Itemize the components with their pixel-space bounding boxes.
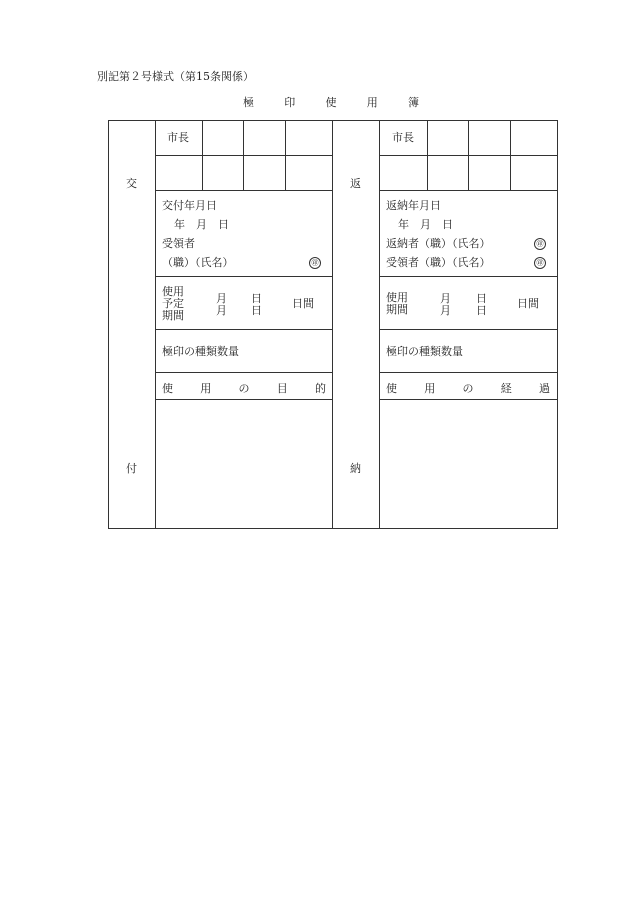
delivery-period-label — [162, 286, 184, 322]
delivery-seal-types-label: 極印の種類数量 — [162, 345, 239, 358]
title-char: 極 — [243, 96, 254, 109]
period-unit: 月 — [216, 304, 227, 317]
progress-char: 使 — [386, 382, 397, 395]
period-unit: 日 — [251, 304, 262, 317]
title-char: 使 — [325, 96, 337, 109]
period-label-line: 期間 — [162, 309, 184, 322]
delivery-approval-label: 市長 — [167, 131, 189, 144]
table-border-top — [108, 120, 558, 121]
row-divider — [379, 329, 558, 330]
page-title — [243, 94, 419, 110]
return-period-label — [386, 292, 408, 316]
row-divider — [379, 372, 558, 373]
delivery-side-label: 交 — [126, 177, 137, 190]
period-unit: 月 — [440, 292, 451, 305]
seal-mark-icon: ㊞ — [534, 238, 546, 250]
return-receiver-line: 受領者（職）（氏名） — [386, 256, 491, 269]
period-label-line: 使用 — [162, 285, 184, 298]
row-divider — [379, 399, 558, 400]
return-approval-label: 市長 — [392, 131, 414, 144]
approval-divider — [468, 120, 469, 191]
seal-mark-icon: ㊞ — [534, 257, 546, 269]
approval-divider — [427, 120, 428, 191]
period-label-line: 使用 — [386, 291, 408, 304]
progress-char: 経 — [500, 382, 512, 395]
title-char: 簿 — [408, 96, 419, 109]
progress-char: の — [462, 382, 474, 395]
delivery-date-value: 年 月 日 — [174, 218, 229, 231]
delivery-purpose-header — [162, 380, 326, 396]
purpose-char: の — [238, 382, 250, 395]
row-divider — [155, 155, 333, 156]
row-divider — [155, 372, 333, 373]
period-unit: 月 — [216, 292, 227, 305]
period-unit: 月 — [440, 304, 451, 317]
seal-mark-icon: ㊞ — [309, 257, 321, 269]
period-label-line: 予定 — [162, 297, 184, 310]
purpose-char: 使 — [162, 382, 173, 395]
approval-divider — [510, 120, 511, 191]
period-days-label: 日間 — [517, 297, 539, 310]
delivery-date-label: 交付年月日 — [162, 199, 217, 212]
progress-char: 用 — [424, 382, 436, 395]
column-divider — [332, 120, 333, 529]
delivery-receiver-line: （職）（氏名） — [162, 256, 234, 269]
purpose-char: 的 — [315, 382, 326, 395]
column-divider — [379, 120, 380, 529]
title-char: 印 — [284, 96, 296, 109]
table-border-bottom — [108, 528, 558, 529]
progress-char: 過 — [539, 382, 550, 395]
approval-divider — [285, 120, 286, 191]
column-divider — [155, 120, 156, 529]
delivery-side-label: 付 — [126, 462, 137, 475]
return-seal-types-label: 極印の種類数量 — [386, 345, 463, 358]
return-returner-line: 返納者（職）（氏名） — [386, 237, 491, 250]
return-side-label: 納 — [350, 462, 361, 475]
period-days-label: 日間 — [292, 297, 314, 310]
form-number: 別記第２号様式（第15条関係） — [97, 70, 254, 83]
return-date-label: 返納年月日 — [386, 199, 441, 212]
purpose-char: 目 — [276, 382, 288, 395]
title-char: 用 — [366, 96, 378, 109]
row-divider — [155, 329, 333, 330]
row-divider — [155, 276, 333, 277]
delivery-receiver-label: 受領者 — [162, 237, 195, 250]
period-unit: 日 — [476, 304, 487, 317]
purpose-char: 用 — [200, 382, 212, 395]
row-divider — [379, 276, 558, 277]
table-border-left — [108, 120, 109, 529]
row-divider — [155, 399, 333, 400]
return-progress-header — [386, 380, 550, 396]
period-unit: 日 — [251, 292, 262, 305]
table-border-right — [557, 120, 558, 529]
return-date-value: 年 月 日 — [398, 218, 453, 231]
approval-divider — [202, 120, 203, 191]
row-divider — [155, 190, 333, 191]
return-side-label: 返 — [350, 177, 361, 190]
approval-divider — [243, 120, 244, 191]
period-label-line: 期間 — [386, 303, 408, 316]
period-unit: 日 — [476, 292, 487, 305]
